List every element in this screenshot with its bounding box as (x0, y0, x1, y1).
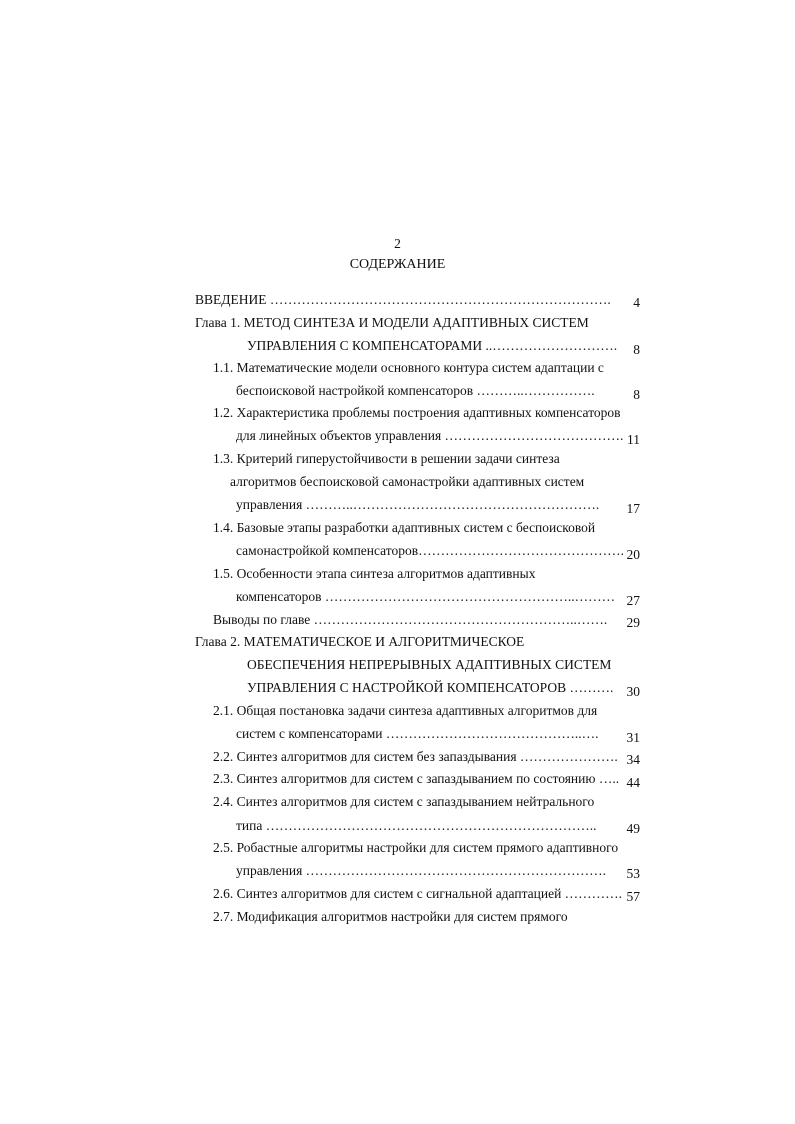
toc-entry-intro: ВВЕДЕНИЕ …………………………………………………………………. (195, 292, 611, 307)
toc-section-2-3: 2.3. Синтез алгоритмов для систем с запаздыванием по состоянию ….. (213, 771, 620, 786)
toc-chapter-2-title: Глава 2. МАТЕМАТИЧЕСКОЕ И АЛГОРИТМИЧЕСКОЕ (195, 634, 525, 649)
toc-chapter-1-title-cont: УПРАВЛЕНИЯ С КОМПЕНСАТОРАМИ ..………………………. (247, 338, 618, 353)
toc-section-2-5-cont: управления …………………………………………………………. (236, 863, 607, 878)
toc-section-2-5: 2.5. Робастные алгоритмы настройки для систем прямого адаптивного (213, 840, 619, 855)
toc-section-2-7: 2.7. Модификация алгоритмов настройки для систем прямого (213, 909, 568, 924)
toc-page-chapter-2: 30 (626, 684, 640, 699)
toc-section-1-2: 1.2. Характеристика проблемы построения адаптивных компенсаторов (213, 405, 621, 420)
toc-section-2-2: 2.2. Синтез алгоритмов для систем без запаздывания …………………. (213, 749, 618, 764)
toc-chapter-1-title: Глава 1. МЕТОД СИНТЕЗА И МОДЕЛИ АДАПТИВНЫХ СИСТЕМ (195, 315, 589, 330)
page-number: 2 (394, 236, 401, 251)
toc-page-section-1-1: 8 (633, 387, 640, 402)
toc-section-1-3-cont: алгоритмов беспоисковой самонастройки адаптивных систем (230, 474, 585, 489)
toc-section-1-1: 1.1. Математические модели основного контура систем адаптации с (213, 360, 604, 375)
toc-section-1-5-cont: компенсаторов ………………………………………………..……… (236, 589, 616, 604)
toc-section-2-4: 2.4. Синтез алгоритмов для систем с запаздыванием нейтрального (213, 794, 595, 809)
toc-page-section-1-3: 17 (626, 501, 640, 516)
toc-chapter-2-title-cont2: УПРАВЛЕНИЯ С НАСТРОЙКОЙ КОМПЕНСАТОРОВ ………. (247, 680, 614, 695)
toc-section-1-2-cont: для линейных объектов управления …………………………………. (236, 428, 624, 443)
toc-page-chapter-1-conclusions: 29 (626, 615, 640, 630)
toc-page-section-1-4: 20 (626, 547, 640, 562)
toc-chapter-1-conclusions: Выводы по главе …………………………………………………..……. (213, 612, 608, 627)
toc-section-1-4: 1.4. Базовые этапы разработки адаптивных систем с беспоисковой (213, 520, 596, 535)
toc-section-1-3: 1.3. Критерий гиперустойчивости в решении задачи синтеза (213, 451, 560, 466)
toc-page-section-2-4: 49 (626, 821, 640, 836)
toc-page-section-2-1: 31 (626, 730, 640, 745)
toc-section-1-5: 1.5. Особенности этапа синтеза алгоритмов адаптивных (213, 566, 536, 581)
toc-page-section-2-5: 53 (626, 866, 640, 881)
toc-page-section-2-6: 57 (626, 889, 640, 904)
toc-page-chapter-1: 8 (633, 342, 640, 357)
toc-section-2-6: 2.6. Синтез алгоритмов для систем с сигнальной адаптацией …………. (213, 886, 623, 901)
toc-page-section-1-2: 11 (627, 432, 640, 447)
toc-page-section-2-3: 44 (626, 775, 640, 790)
toc-chapter-2-title-cont: ОБЕСПЕЧЕНИЯ НЕПРЕРЫВНЫХ АДАПТИВНЫХ СИСТЕМ (247, 657, 612, 672)
toc-page-intro: 4 (633, 295, 640, 310)
toc-section-2-4-cont: типа ……………………………………………………………….. (236, 818, 597, 833)
toc-section-1-1-cont: беспоисковой настройкой компенсаторов ………..……………. (236, 383, 595, 398)
toc-page-section-2-2: 34 (626, 752, 640, 767)
toc-section-1-4-cont: самонастройкой компенсаторов………………………………………. (236, 543, 625, 558)
toc-section-1-3-cont2: управления ………..………………………………………………. (236, 497, 600, 512)
toc-section-2-1: 2.1. Общая постановка задачи синтеза адаптивных алгоритмов для (213, 703, 598, 718)
toc-section-2-1-cont: систем с компенсаторами ……………………………………..…. (236, 726, 599, 741)
toc-page-section-1-5: 27 (626, 593, 640, 608)
page-title: СОДЕРЖАНИЕ (349, 257, 446, 272)
